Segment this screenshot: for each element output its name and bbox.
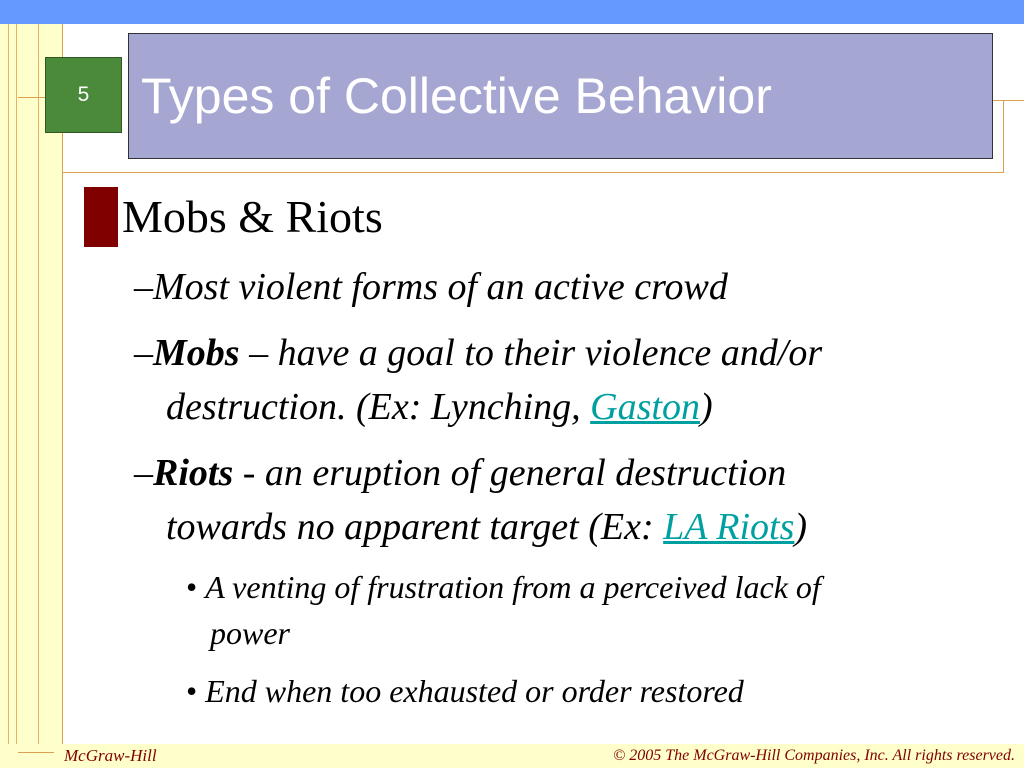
gaston-link[interactable]: Gaston <box>590 386 700 428</box>
term-mobs: Mobs <box>153 332 240 374</box>
mobs-example-text: destruction. (Ex: Lynching, <box>166 386 591 428</box>
list-item-continuation <box>166 500 807 554</box>
riots-example-close: ) <box>794 506 808 548</box>
slide-title <box>128 33 993 159</box>
list-item: –Riots - an eruption of general destruction <box>134 452 787 494</box>
sub-list-item <box>186 668 744 714</box>
riots-definition: - an eruption of general destruction <box>233 452 787 494</box>
title-rule-right <box>993 100 1024 101</box>
slide-title-text: Types of Collective Behavior <box>141 68 772 124</box>
header-underline <box>62 172 1004 173</box>
sub-list-item-continuation <box>210 610 290 656</box>
la-riots-link[interactable]: LA Riots <box>663 506 795 548</box>
bullet-square-icon <box>84 187 118 247</box>
list-item: –Most violent forms of an active crowd <box>134 266 728 308</box>
list-item-continuation <box>166 380 713 434</box>
bullet-dot-icon: • <box>186 673 206 709</box>
footer-copyright: © 2005 The McGraw-Hill Companies, Inc. All rights reserved. <box>613 747 1015 764</box>
title-rule-left <box>18 97 46 98</box>
footer-rule <box>18 752 54 753</box>
top-bar <box>0 0 1024 24</box>
mobs-definition: – have a goal to their violence and/or <box>239 332 823 374</box>
bullet-dot-icon: • <box>186 569 206 605</box>
sub-item-text: power <box>210 615 290 651</box>
riots-example-text: towards no apparent target (Ex: <box>166 506 664 548</box>
footer-publisher: McGraw-Hill <box>64 746 157 765</box>
title-rule-vertical <box>1003 100 1004 172</box>
item-text: Most violent forms of an active crowd <box>153 266 728 308</box>
term-riots: Riots <box>153 452 234 494</box>
sub-list-item <box>186 564 821 610</box>
sub-item-text: A venting of frustration from a perceived lack of <box>205 569 821 605</box>
mobs-example-close: ) <box>699 386 713 428</box>
slide-number: 5 <box>45 57 122 133</box>
list-item: –Mobs – have a goal to their violence and/or <box>134 332 823 374</box>
main-bullet-heading: Mobs & Riots <box>122 191 383 242</box>
sub-item-text: End when too exhausted or order restored <box>205 673 744 709</box>
